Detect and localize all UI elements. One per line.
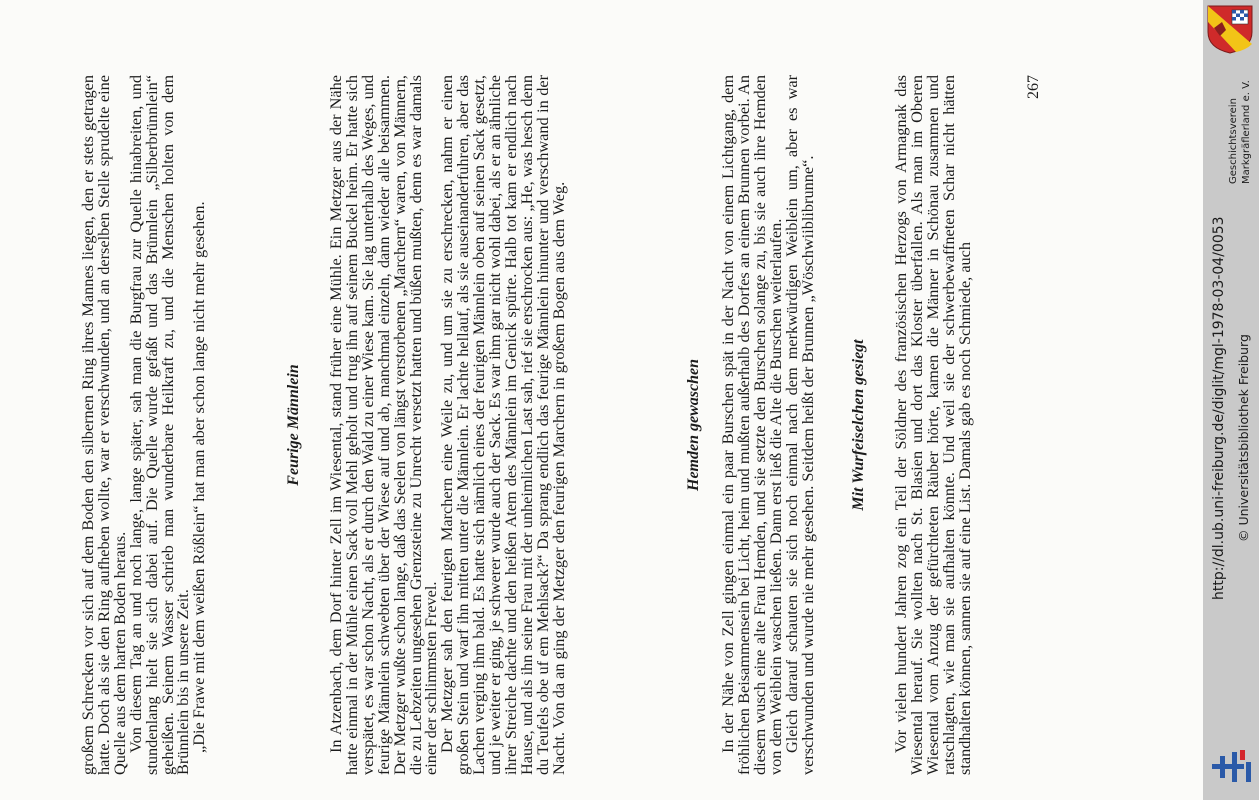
copyright-notice: © Universitätsbibliothek Freiburg bbox=[1236, 334, 1251, 542]
paragraph-2: Von diesem Tag an und noch lange, lange später, sah man die Burgfrau zur Quelle hinabreiten, und stundenlang hielt sie sich dabei auf. Die Quelle wurde gefaßt und das Brünnlein „Silberbrünnlein“ geheißen. Seinem Wasser schrieb man wunderbare Heilkraft zu, und die Menschen holten von dem Brünnlein bis in unsere Zeit. bbox=[125, 75, 193, 775]
paragraph-7: Gleich darauf schauten sie sich noch einmal nach dem merkwürdigen Weiblein um, aber es war verschwunden und wurde nie mehr gesehen. Seitdem heißt der Brunnen „Wöschwiiblibrunne“. bbox=[781, 75, 817, 775]
paragraph-3: „Die Frawe mit dem weißen Rößlein“ hat man aber schon lange nicht mehr gesehen. bbox=[189, 201, 209, 753]
society-name-line2: Markgräflerland e. V. bbox=[1241, 80, 1252, 184]
paragraph-1: großem Schrecken vor sich auf dem Boden den silbernen Ring ihres Mannes liegen, den er stets getragen hatte. Doch als sie den Ring aufheben wollte, war er verschwunden, und an derselben Stelle sprudelte eine Quelle aus dem harten Boden heraus. bbox=[78, 75, 129, 775]
text-block-1 bbox=[80, 75, 207, 775]
paragraph-8: Vor vielen hundert Jahren zog ein Teil der Söldner des französischen Herzogs von Armagnak das Wiesental herauf. Sie wollten nach St. Blasien und dort das Kloster überfallen. Als man im Oberen Wiesental vom Anzug der gefürchteten Räuber hörte, kamen die Männer in Schönau zusammen und ratschlagten, wie man sie aufhalten könnte. Und weil sie der schwerbewaffneten Schar nicht hätten standhalten können, sannen sie auf eine List. Damals gab es noch Schmiede, auch bbox=[891, 75, 974, 775]
heading-mit-wurfeiselchen-gesiegt: Mit Wurfeiselchen gesiegt bbox=[850, 339, 867, 511]
page-number: 267 bbox=[1025, 75, 1042, 99]
text-block-4 bbox=[893, 75, 973, 775]
paragraph-6: In der Nähe von Zell gingen einmal ein paar Burschen spät in der Nacht von einem Lichtgang, dem fröhlichen Beisammensein bei Licht, heim und mußten außerhalb des Dorfes an einem Brunnen vorbei. An diesem wusch eine alte Frau Hemden, und sie setzte den Burschen solange zu, bis sie auch ihre Hemden von dem Weiblein waschen ließen. Dann erst ließ die Alte die Burschen weiterlaufen. bbox=[718, 75, 785, 775]
text-block-3 bbox=[720, 75, 815, 775]
text-block-2 bbox=[328, 75, 567, 775]
heading-hemden-gewaschen: Hemden gewaschen bbox=[685, 359, 702, 491]
paragraph-5: Der Metzger sah den feurigen Marchern eine Weile zu, und um sie zu erschrecken, nahm er einen großen Stein und warf ihn mitten unter die Männlein. Er lachte hellauf, als sie auseinanderfuhren, aber das Lachen verging ihm bald. Es hatte sich nämlich eines der feurigen Männlein oben auf seinen Sack gesetzt, und je weiter er ging, je schwerer wurde auch der Sack. Es war ihm gar nicht wohl dabei, als er an ähnliche ihrer Streiche dachte und den heißen Atem des Männlein im Genick spürte. Halb tot kam er endlich nach Hause, und als ihn seine Frau mit der unheimlichen Last sah, rief sie erschrocken aus: „He, was hesch denn du Teufels obe uf em Mehlsack?“ Da sprang endlich das feurige Männlein hinunter und verschwand in der Nacht. Von da an ging der Metzger den feurigen Marchern in großem Bogen aus dem Weg. bbox=[437, 75, 568, 775]
paragraph-4: In Atzenbach, dem Dorf hinter Zell im Wiesental, stand früher eine Mühle. Ein Metzger aus der Nähe hatte einmal in der Mühle einen Sack voll Mehl geholt und trug ihn auf seinem Buckel heim. Er hatte sich verspätet, es war schon Nacht, als er durch den Wald zu einer Wiese kam. Sie lag unterhalb des Weges, und feurige Männlein schwebten über der Wiese auf und ab, manchmal einzeln, dann wieder alle beisammen. Der Metzger wußte schon lange, daß das Seelen von längst verstorbenen „Marchern“ waren, von Männern, die zu Lebzeiten ungesehen Grenzsteine zu Unrecht versetzt hatten und büßen mußten, denn es war damals einer der schlimmsten Frevel. bbox=[326, 75, 441, 775]
heading-feurige-maennlein: Feurige Männlein bbox=[285, 364, 302, 486]
source-url-link[interactable]: http://dl.ub.uni-freiburg.de/diglit/mgl-1978-03-04/0053 bbox=[1211, 216, 1227, 600]
coat-of-arms-icon bbox=[1206, 4, 1254, 54]
rotated-page-sheet bbox=[80, 75, 1080, 775]
ub-freiburg-logo-icon bbox=[1210, 748, 1254, 784]
society-name-line1: Geschichtsverein bbox=[1228, 98, 1239, 184]
